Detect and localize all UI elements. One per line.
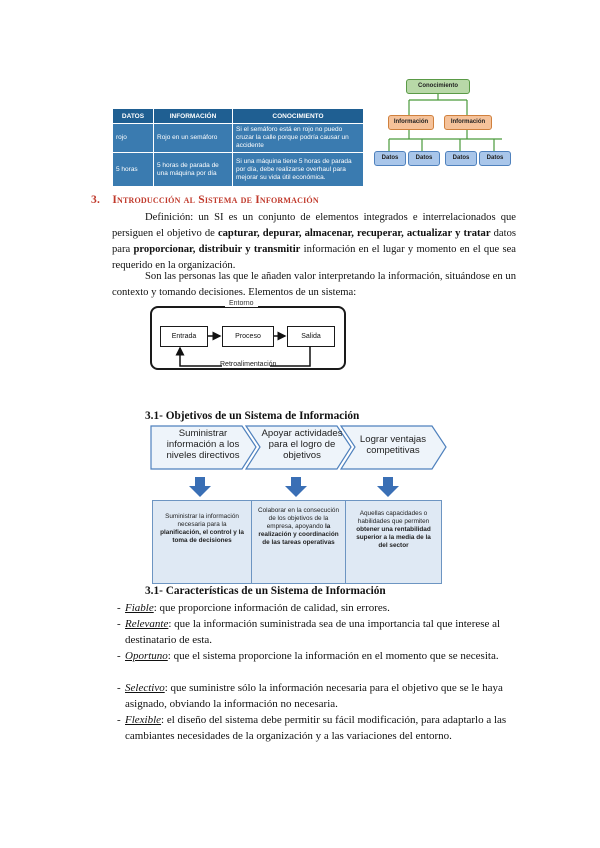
table-cell: 5 horas de parada de una máquina por día bbox=[154, 153, 233, 187]
tree-node-information: Información bbox=[388, 115, 434, 130]
table-cell: Rojo en un semáforo bbox=[154, 124, 233, 153]
definition-paragraph bbox=[112, 210, 516, 274]
feedback-label: Retroalimentación bbox=[220, 361, 277, 368]
table-cell: rojo bbox=[113, 124, 154, 153]
objective-box-text: Aquellas capacidades o habilidades que permiten bbox=[357, 510, 430, 525]
objective-box-emphasis: la realización y coordinación de las tareas operativas bbox=[258, 523, 339, 546]
characteristic-term: Fiable bbox=[125, 602, 154, 614]
definition-emphasis: capturar, depurar, almacenar, recuperar, actualizar y tratar bbox=[217, 228, 491, 239]
down-arrow-icon bbox=[285, 477, 307, 497]
process-box: Proceso bbox=[222, 326, 274, 347]
input-box: Entrada bbox=[160, 326, 208, 347]
characteristic-term: Flexible bbox=[125, 714, 162, 726]
characteristic-text: : que proporcione información de calidad, sin errores. bbox=[153, 602, 390, 614]
definition-text: Definición: un SI es un conjunto de elementos integrados e interrelacionados que persiguen el objetivo de bbox=[112, 212, 516, 239]
down-arrow-icon bbox=[377, 477, 399, 497]
objective-box-text: Suministrar la información necesaria para la bbox=[165, 513, 239, 528]
objectives-heading: 3.1- Objetivos de un Sistema de Información bbox=[145, 410, 360, 422]
list-item: - Relevante: que la información suministrada sea de una importancia tal que interese al destinatario de esta. bbox=[117, 618, 501, 646]
section-number: 3. bbox=[91, 194, 101, 206]
tree-node-data: Datos bbox=[479, 151, 511, 166]
characteristics-heading: 3.1- Características de un Sistema de Información bbox=[145, 585, 386, 597]
table-row bbox=[113, 153, 364, 187]
table-header: DATOS bbox=[113, 109, 154, 124]
definition-text: datos para bbox=[112, 228, 516, 255]
objective-box bbox=[252, 500, 346, 584]
list-item: - Selectivo: que suministre sólo la información necesaria para el objetivo que se le haya asignado, obviando la información no necesaria. bbox=[117, 682, 503, 710]
tree-node-information: Información bbox=[444, 115, 492, 130]
tree-node-data: Datos bbox=[408, 151, 440, 166]
objective-box-emphasis: obtener una rentabilidad superior a la media de la del sector bbox=[356, 526, 431, 549]
list-item: - Fiable: que proporcione información de calidad, sin errores. bbox=[117, 602, 390, 614]
section-heading bbox=[91, 194, 319, 206]
definition-emphasis: proporcionar, distribuir y transmitir bbox=[133, 244, 301, 255]
characteristic-term: Selectivo bbox=[125, 682, 165, 694]
definition-text: información en el lugar y momento en el que sea requerido en la organización. bbox=[112, 244, 516, 271]
chevron-text: Suministrar información a los niveles directivos bbox=[166, 428, 240, 461]
objective-box-text: Colaborar en la consecución de los objetivos de la empresa, apoyando bbox=[258, 507, 339, 530]
people-paragraph: Son las personas las que le añaden valor interpretando la información, situándose en un contexto y tomando decisiones. Elementos de un sistema: bbox=[112, 271, 516, 298]
tree-node-knowledge: Conocimiento bbox=[406, 79, 470, 94]
table-cell: Si una máquina tiene 5 horas de parada por día, debe realizarse overhaul para mejorar su vida útil económica. bbox=[233, 153, 364, 187]
characteristic-text: : que la información suministrada sea de una importancia tal que interese al destinatario de esta. bbox=[125, 618, 501, 646]
table-row bbox=[113, 124, 364, 153]
list-item: - Oportuno: que el sistema proporcione la información en el momento que se necesita. bbox=[117, 650, 499, 662]
section-title: Introducción al Sistema de Información bbox=[112, 194, 319, 206]
table-cell: Si el semáforo está en rojo no puedo cruzar la calle porque podría causar un accidente bbox=[233, 124, 364, 153]
characteristic-text: : que el sistema proporcione la información en el momento que se necesita. bbox=[167, 650, 499, 662]
characteristic-text: : el diseño del sistema debe permitir su fácil modificación, para adaptarlo a las cambiantes necesidades de la organización y a las variaciones del entorno. bbox=[125, 714, 507, 742]
table-header: INFORMACIÓN bbox=[154, 109, 233, 124]
table-header: CONOCIMIENTO bbox=[233, 109, 364, 124]
objective-box bbox=[152, 500, 252, 584]
table-cell: 5 horas bbox=[113, 153, 154, 187]
characteristic-term: Oportuno bbox=[125, 650, 168, 662]
output-box: Salida bbox=[287, 326, 335, 347]
chevron-text: Apoyar actividades para el logro de objetivos bbox=[261, 428, 343, 461]
objective-arrows bbox=[150, 477, 450, 499]
environment-label: Entorno bbox=[225, 300, 258, 307]
objective-box bbox=[346, 500, 442, 584]
down-arrow-icon bbox=[189, 477, 211, 497]
tree-node-data: Datos bbox=[445, 151, 477, 166]
data-information-knowledge-table bbox=[112, 108, 364, 187]
tree-node-data: Datos bbox=[374, 151, 406, 166]
chevron-text: Lograr ventajas competitivas bbox=[359, 434, 427, 456]
characteristic-text: : que suministre sólo la información necesaria para el objetivo que se le haya asignado, obviando la información no necesaria. bbox=[125, 682, 503, 710]
list-item: - Flexible: el diseño del sistema debe permitir su fácil modificación, para adaptarlo a las cambiantes necesidades de la organización y a las variaciones del entorno. bbox=[117, 714, 507, 742]
characteristic-term: Relevante bbox=[125, 618, 169, 630]
objective-box-emphasis: planificación, el control y la toma de decisiones bbox=[160, 529, 244, 544]
